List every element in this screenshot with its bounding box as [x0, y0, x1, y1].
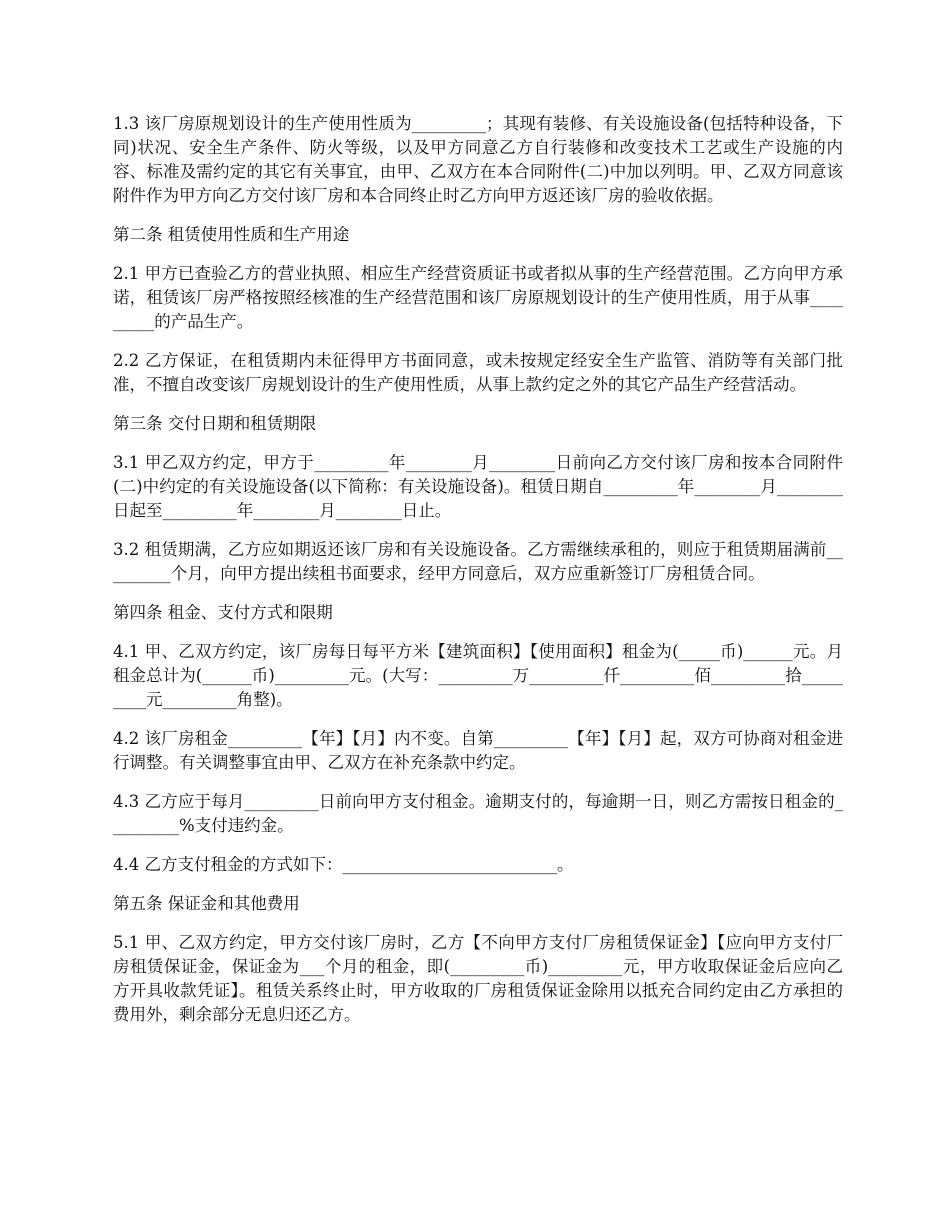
clause-3-1: 3.1 甲乙双方约定，甲方于_________年________月________日前向乙方交付该厂房和按本合同附件(二)中约定的有关设施设备(以下简称：有关设施设备)。租赁日期自_________年________月________日起至_________年________月________日止。 [113, 453, 843, 520]
clause-2-2: 2.2 乙方保证，在租赁期内未征得甲方书面同意，或未按规定经安全生产监管、消防等有关部门批准，不擅自改变该厂房规划设计的生产使用性质，从事上款约定之外的其它产品生产经营活动。 [113, 351, 843, 394]
clause-3-2: 3.2 租赁期满，乙方应如期返还该厂房和有关设施设备。乙方需继续承租的，则应于租赁期届满前_________个月，向甲方提出续租书面要求，经甲方同意后，双方应重新签订厂房租赁合同。 [113, 540, 843, 583]
clause-4-3: 4.3 乙方应于每月_________日前向甲方支付租金。逾期支付的，每逾期一日，则乙方需按日租金的_________%支付违约金。 [113, 792, 843, 835]
clause-5-1: 5.1 甲、乙双方约定，甲方交付该厂房时，乙方【不向甲方支付厂房租赁保证金】【应向甲方支付厂房租赁保证金，保证金为___个月的租金，即(_________币)_________元，甲方收取保证金后应向乙方开具收款凭证】。租赁关系终止时，甲方收取的厂房租赁保证金除用以抵充合同约定由乙方承担的费用外，剩余部分无息归还乙方。 [113, 933, 843, 1024]
clause-4-1: 4.1 甲、乙双方约定，该厂房每日每平方米【建筑面积】【使用面积】租金为(_____币)______元。月租金总计为(______币)_________元。(大写：_________万_________仟_________佰_________拾_________元_________角整)。 [113, 642, 843, 709]
article-3-heading: 第三条 交付日期和租赁期限 [113, 414, 317, 433]
clause-2-1: 2.1 甲方已查验乙方的营业执照、相应生产经营资质证书或者拟从事的生产经营范围。乙方向甲方承诺，租赁该厂房严格按照经核准的生产经营范围和该厂房原规划设计的生产使用性质，用于从事_________的产品生产。 [113, 264, 843, 331]
clause-4-4: 4.4 乙方支付租金的方式如下：__________________________。 [113, 855, 574, 874]
clause-1-3: 1.3 该厂房原规划设计的生产使用性质为_________；其现有装修、有关设施设备(包括特种设备，下同)状况、安全生产条件、防火等级，以及甲方同意乙方自行装修和改变技术工艺或生产设施的内容、标准及需约定的其它有关事宜，由甲、乙双方在本合同附件(二)中加以列明。甲、乙双方同意该附件作为甲方向乙方交付该厂房和本合同终止时乙方向甲方返还该厂房的验收依据。 [113, 114, 843, 205]
document-page [113, 112, 843, 1042]
article-2-heading: 第二条 租赁使用性质和生产用途 [113, 225, 350, 244]
clause-4-2: 4.2 该厂房租金_________【年】【月】内不变。自第_________【年】【月】起，双方可协商对租金进行调整。有关调整事宜由甲、乙双方在补充条款中约定。 [113, 729, 843, 772]
article-4-heading: 第四条 租金、支付方式和限期 [113, 603, 333, 622]
article-5-heading: 第五条 保证金和其他费用 [113, 894, 300, 913]
